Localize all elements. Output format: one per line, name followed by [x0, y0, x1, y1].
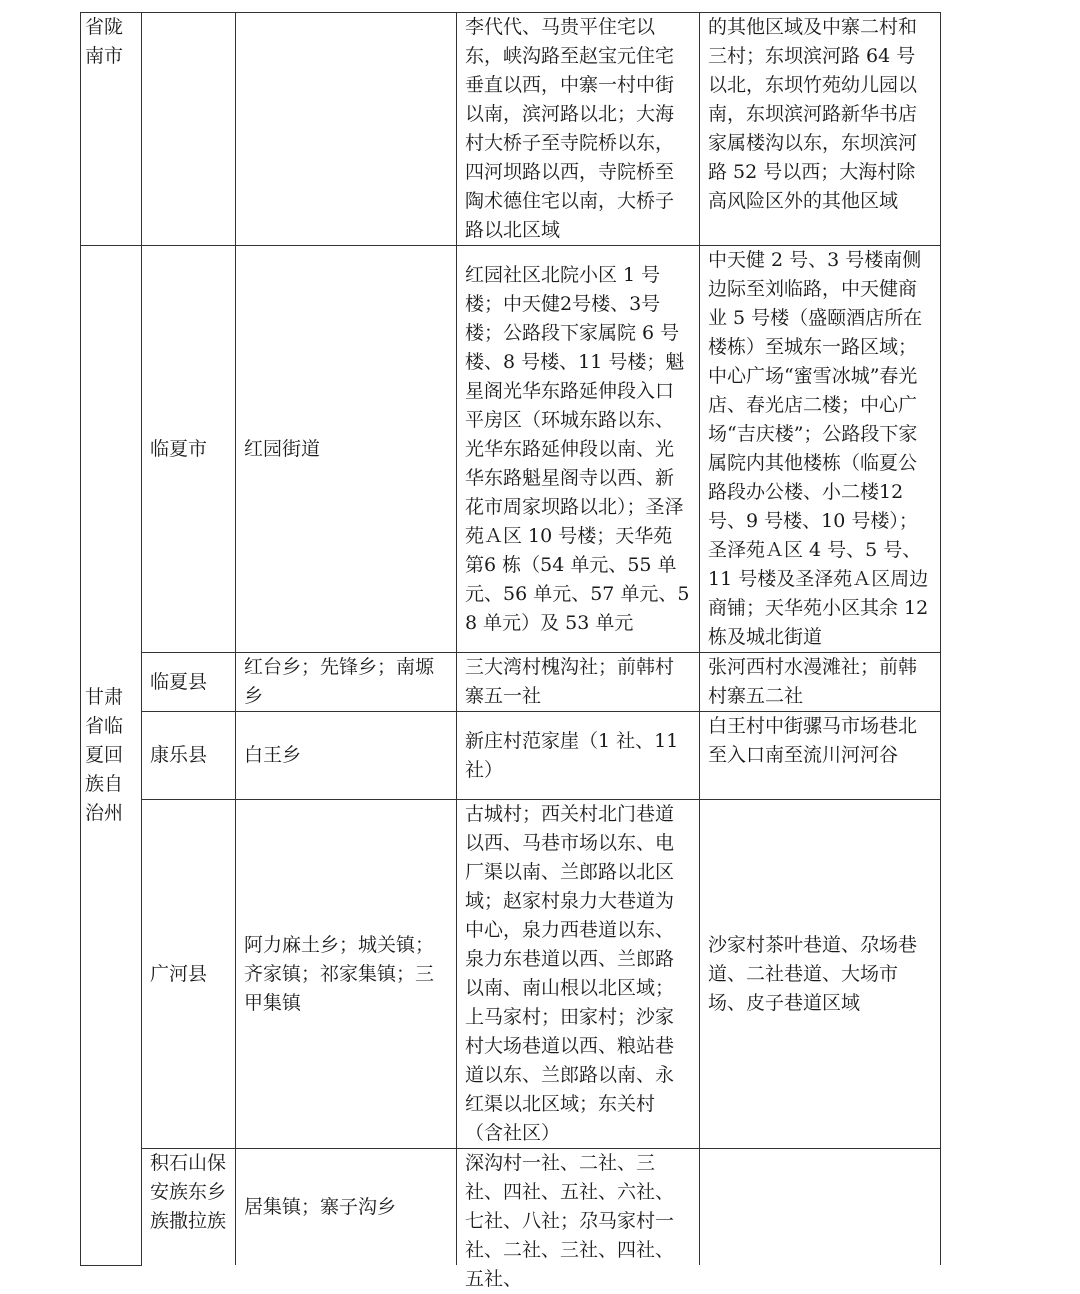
risk-area-table: [80, 12, 941, 1290]
mid-risk-cell: 张河西村水漫滩社；前韩村寨五二社: [700, 653, 941, 712]
table-row: [81, 712, 941, 800]
county-text: 积石山保安族东乡族撒拉族: [150, 1152, 227, 1232]
high-risk-cell: 三大湾村槐沟社；前韩村寨五一社: [457, 653, 700, 712]
town-cell: 红园街道: [236, 246, 457, 653]
table-row: [81, 246, 941, 653]
high-risk-cell: [457, 1149, 700, 1290]
town-cell: [236, 13, 457, 246]
county-cell: [142, 1149, 236, 1266]
county-cell: [142, 13, 236, 246]
high-risk-cell: 古城村；西关村北门巷道以西、马巷市场以东、电厂渠以南、兰郎路以北区域；赵家村泉力大巷道为中心，泉力西巷道以东、泉力东巷道以西、兰郎路以南、南山根以北区域；上马家村；田家村；沙家村大场巷道以西、粮站巷道以东、兰郎路以南、永红渠以北区域；东关村（含社区）: [457, 800, 700, 1149]
table-row: [81, 800, 941, 1149]
mid-risk-cell: [700, 1149, 941, 1266]
mid-risk-cell: 的其他区域及中寨二村和三村；东坝滨河路 64 号以北，东坝竹苑幼儿园以南，东坝滨河路新华书店家属楼沟以东，东坝滨河路 52 号以西；大海村除高风险区外的其他区域: [700, 13, 941, 246]
county-cell: 临夏市: [142, 246, 236, 653]
high-risk-text: 深沟村一社、二社、三社、四社、五社、六社、七社、八社；尕马家村一社、二社、三社、四社、五社、: [465, 1152, 675, 1290]
town-cell: 白王乡: [236, 712, 457, 800]
table-row: [81, 653, 941, 712]
county-cell: 康乐县: [142, 712, 236, 800]
town-cell: 居集镇；寨子沟乡: [236, 1149, 457, 1266]
prefecture-cell: 甘肃省临夏回族自治州: [81, 246, 142, 1266]
mid-risk-cell: 白王村中街骡马市场巷北至入口南至流川河河谷: [700, 712, 941, 800]
mid-risk-cell: 中天健 2 号、3 号楼南侧边际至刘临路，中天健商业 5 号楼（盛颐酒店所在楼栋）至城东一路区域；中心广场“蜜雪冰城”春光店、春光店二楼；中心广场“吉庆楼”；公路段下家属院内其他楼栋（临夏公路段办公楼、小二楼12 号、9 号楼、10 号楼）；圣泽苑Ａ区 4 号、5 号、11 号楼及圣泽苑Ａ区周边商铺；天华苑小区其余 12 栋及城北街道: [700, 246, 941, 653]
province-cell: 省陇南市: [81, 13, 142, 246]
high-risk-cell: 李代代、马贵平住宅以东，峡沟路至赵宝元住宅垂直以西，中寨一村中街以南，滨河路以北；大海村大桥子至寺院桥以东，四河坝路以西，寺院桥至陶术德住宅以南，大桥子路以北区域: [457, 13, 700, 246]
mid-risk-cell: 沙家村茶叶巷道、尕场巷道、二社巷道、大场市场、皮子巷道区域: [700, 800, 941, 1149]
town-cell: 阿力麻土乡；城关镇；齐家镇；祁家集镇；三甲集镇: [236, 800, 457, 1149]
high-risk-cell: 红园社区北院小区 1 号楼；中天健2号楼、3号楼；公路段下家属院 6 号楼、8 号楼、11 号楼；魁星阁光华东路延伸段入口平房区（环城东路以东、光华东路延伸段以南、光华东路魁星阁寺以西、新花市周家坝路以北）；圣泽苑Ａ区 10 号楼；天华苑第6 栋（54 单元、55 单元、56 单元、57 单元、58 单元）及 53 单元: [457, 246, 700, 653]
county-cell: 广河县: [142, 800, 236, 1149]
high-risk-cell: 新庄村范家崖（1 社、11社）: [457, 712, 700, 800]
county-cell: 临夏县: [142, 653, 236, 712]
town-cell: 红台乡；先锋乡；南塬乡: [236, 653, 457, 712]
table-row: [81, 13, 941, 246]
table-row: [81, 1149, 941, 1266]
